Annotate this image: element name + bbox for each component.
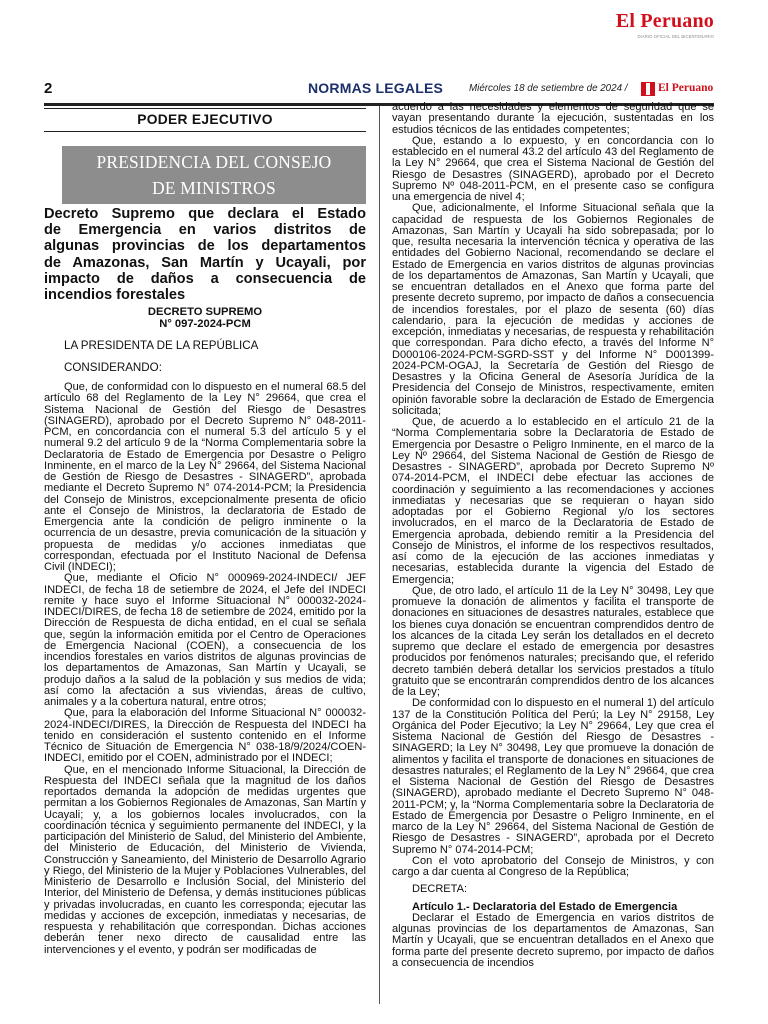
paragraph: Que, de otro lado, el artículo 11 de la Ley N° 30498, Ley que promueve la donación de alimentos y facilita el transporte de donaciones en situaciones de desastres naturales, establece que los bienes cuya donación se encuentran comprendidos dentro de los alcances de la citada Ley serán los detallados en el decreto supremo que declare el estado de emergencia por desastres producidos por fenómenos naturales; precisando que, el referido decreto también deberá detallar los servicios prestados a título gratuito que se encontrarán comprendidos dentro de los alcances de la Ley; (392, 584, 714, 698)
article-1-title: Artículo 1.- Declaratoria del Estado de Emergencia (412, 900, 678, 913)
considerando-heading: CONSIDERANDO: (64, 361, 162, 374)
logo-tagline: DIARIO OFICIAL DEL BICENTENARIO (637, 34, 714, 39)
article-1-text: Declarar el Estado de Emergencia en varios distritos de algunas provincias de los departamentos de Amazonas, San Martín y Ucayali, que se encuentran detallados en el Anexo que forma parte del presente decreto supremo, por impacto de daños a consecuencia de incendios (392, 911, 714, 969)
headline-line: algunas provincias de los departamentos (44, 238, 366, 255)
right-column (392, 102, 714, 1004)
headline-line: de Amazonas, San Martín y Ucayali, por (44, 254, 366, 271)
column-divider (379, 106, 380, 1004)
decree-label: DECRETO SUPREMO (147, 306, 263, 318)
headline-line: de Emergencia en varios distritos de (44, 222, 366, 239)
headline-line: incendios forestales (44, 287, 186, 304)
masthead (0, 0, 768, 64)
decreta-heading: DECRETA: (412, 883, 468, 896)
paragraph: De conformidad con lo dispuesto en el numeral 1) del artículo 137 de la Constitución Política del Perú; la Ley N° 29158, Ley Orgánica del Poder Ejecutivo; la Ley N° 29664, Ley que crea el Sistema Nacional de Gestión del Riesgo de Desastres - SINAGERD; la Ley N° 30498, Ley que promueve la donación de alimentos y facilita el transporte de donaciones en situaciones de desastres naturales; el Reglamento de la Ley N° 29664, que crea el Sistema Nacional de Gestión del Riesgo de Desastres (SINAGERD), aprobado mediante el Decreto Supremo N° 048-2011-PCM; y, la “Norma Complementaria sobre la Declaratoria de Estado de Emergencia por Desastre o Peligro Inminente, en el marco de la Ley N° 29664, del Sistema Nacional de Gestión de Riesgo de Desastres - SINAGERD”, aprobada por el Decreto Supremo N° 074-2014-PCM; (392, 697, 714, 856)
running-head (44, 80, 714, 102)
paragraph: Que, de conformidad con lo dispuesto en el numeral 68.5 del artículo 68 del Reglamento de la Ley N° 29664, que crea el Sistema Nacional de Gestión del Riesgo de Desastres (SINAGERD), aprobado por el Decreto Supremo N° 048-2011-PCM, en concordancia con el numeral 5.3 del artículo 5 y el numeral 9.2 del artículo 9 de la “Norma Complementaria sobre la Declaratoria de Estado de Emergencia por Desastre o Peligro Inminente, en el marco de la Ley N° 29664, del Sistema Nacional de Gestión de Riesgo de Desastres - SINAGERD”, aprobada mediante el Decreto Supremo N° 074-2014-PCM; la Presidencia del Consejo de Ministros, excepcionalmente presenta de oficio ante el Consejo de Ministros, la declaratoria de Estado de Emergencia ante la condición de peligro inminente o la ocurrencia de un desastre, previa comunicación de la situación y propuesta de medidas y/o acciones inmediatas que correspondan, efectuada por el Instituto Nacional de Defensa Civil (INDECI); (44, 381, 366, 573)
decree-number (44, 306, 366, 330)
paragraph: Que, estando a lo expuesto, y en concordancia con lo establecido en el numeral 43.2 del artículo 43 del Reglamento de la Ley N° 29664, que crea el Sistema Nacional de Gestión del Riesgo de Desastres (SINAGERD), aprobado por el Decreto Supremo Nº 048-2011-PCM, en el presente caso se configura una emergencia de nivel 4; (392, 134, 714, 203)
section-kicker: PODER EJECUTIVO (44, 112, 366, 132)
banner-line-2: DE MINISTROS (152, 178, 276, 198)
section-title: NORMAS LEGALES (308, 80, 444, 96)
paragraph: Que, adicionalmente, el Informe Situacional señala que la capacidad de respuesta de los Gobiernos Regionales de Amazonas, San Martín y Ucayali ha sido sobrepasada; por lo que, resulta necesaria la intervención técnica y operativa de las entidades del Gobierno Nacional, recomendando se declare el Estado de Emergencia en varios distritos de algunas provincias de los departamentos de Amazonas, San Martín y Ucayali, que se encuentran detallados en el Anexo que forma parte del presente decreto supremo, por impacto de daños a consecuencia de incendios forestales, por el plazo de sesenta (60) días calendario, para la ejecución de medidas y acciones de excepción, inmediatas y necesarias, de respuesta y rehabilitación que correspondan. Para dicho efecto, a través del Informe N° D000106-2024-PCM-SGRD-SST y del Informe N° D001399-2024-PCM-OGAJ, la Secretaría de Gestión del Riesgo de Desastres y la Oficina General de Asesoría Jurídica de la Presidencia del Consejo de Ministros, respectivamente, emiten opinión favorable sobre la declaración de Estado de Emergencia solicitada; (392, 202, 714, 417)
banner-line-1: PRESIDENCIA DEL CONSEJO (96, 152, 332, 172)
publication-date: Miércoles 18 de setiembre de 2024 / (469, 83, 628, 94)
paragraph: Que, de acuerdo a lo establecido en el artículo 21 de la “Norma Complementaria sobre la Declaratoria de Estado de Emergencia por Desastre o Peligro Inminente, en el marco de la Ley Nº 29664, del Sistema Nacional de Gestión de Riesgo de Desastres - SINAGERD”, aprobada por Decreto Supremo Nº 074-2014-PCM, el INDECI debe efectuar las acciones de coordinación y seguimiento a las recomendaciones y acciones inmediatas y necesarias que se requieran o hayan sido adoptadas por el Gobierno Regional y/o los sectores involucrados, en el marco de la Declaratoria de Estado de Emergencia aprobada, debiendo remitir a la Presidencia del Consejo de Ministros, el informe de los respectivos resultados, así como de la ejecución de las acciones inmediatas y necesarias, establecida durante la vigencia del Estado de Emergencia; (392, 416, 714, 586)
paragraph: Que, mediante el Oficio N° 000969-2024-INDECI/ JEF INDECI, de fecha 18 de setiembre de 2024, el Jefe del INDECI remite y hace suyo el Informe Situacional N° 000032-2024-INDECI/DIRES, de fecha 18 de setiembre de 2024, emitido por la Dirección de Respuesta de dicha entidad, en el cual se señala que, según la información emitida por el Centro de Operaciones de Emergencia Nacional (COEN), a consecuencia de los incendios forestales en varios distritos de algunas provincias de los departamentos de Amazonas, San Martín y Ucayali, se produjo daños a la salud de la población y sus medios de vida; así como la afectación a sus viviendas, áreas de cultivo, animales y a la cobertura natural, entre otros; (44, 572, 366, 708)
page-number: 2 (44, 80, 53, 97)
el-peruano-logo: El Peruano (615, 10, 714, 32)
left-body-text (44, 382, 366, 956)
institution-banner (62, 146, 366, 204)
decree-code: N° 097-2024-PCM (159, 318, 251, 330)
paragraph-continuation: acuerdo a las necesidades y elementos de seguridad que se vayan presentando durante la ejecución, sustentadas en los estudios técnicos de las entidades competentes; (392, 101, 714, 136)
left-column (44, 106, 366, 1004)
headline-line: impacto de daños a consecuencia de (44, 270, 366, 287)
paragraph: Con el voto aprobatorio del Consejo de Ministros, y con cargo a dar cuenta al Congreso de la República; (392, 854, 714, 878)
headline-line: Decreto Supremo que declara el Estado (44, 206, 366, 222)
kicker-top-rule (44, 108, 366, 109)
flag-icon (641, 82, 655, 96)
right-body-text (392, 102, 714, 969)
el-peruano-small-logo: El Peruano (658, 82, 714, 94)
paragraph: Que, en el mencionado Informe Situacional, la Dirección de Respuesta del INDECI señala que la magnitud de los daños reportados demanda la adopción de medidas urgentes que permitan a los Gobiernos Regionales de Amazonas, San Martín y Ucayali; y, a los gobiernos locales involucrados, con la coordinación técnica y seguimiento permanente del INDECI, y la participación del Ministerio de Salud, del Ministerio del Ambiente, del Ministerio de Educación, del Ministerio de Vivienda, Construcción y Saneamiento, del Ministerio de Desarrollo Agrario y Riego, del Ministerio de la Mujer y Poblaciones Vulnerables, del Ministerio de Desarrollo e Inclusión Social, del Ministerio del Interior, del Ministerio de Defensa, y demás instituciones públicas y privadas involucradas, en cuanto les corresponda; ejecutar las medidas y acciones de excepción, inmediatas y necesarias, de respuesta y rehabilitación que correspondan. Dichas acciones deberán tener nexo directo de causalidad entre las intervenciones y el evento, y podrán ser modificadas de (44, 763, 366, 956)
paragraph: Que, para la elaboración del Informe Situacional N° 000032-2024-INDECI/DIRES, la Dirección de Respuesta del INDECI ha tenido en consideración el sustento contenido en el Informe Técnico de Situación de Emergencia N° 038-18/9/2024/COEN-INDECI, emitido por el COEN, administrado por el INDECI; (44, 707, 366, 765)
issuer-line: LA PRESIDENTA DE LA REPÚBLICA (64, 339, 259, 352)
decree-headline (44, 206, 366, 303)
